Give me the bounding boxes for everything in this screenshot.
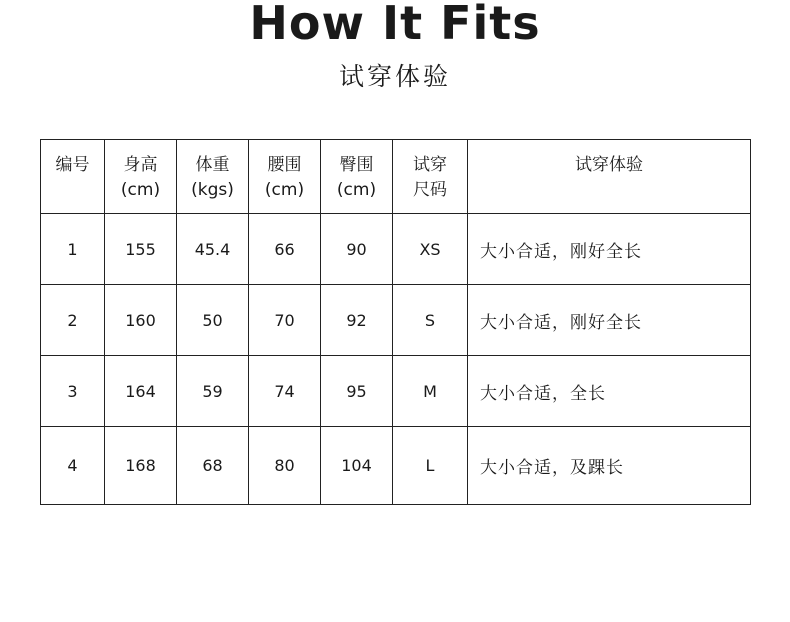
cell-feedback: 大小合适，全长: [468, 356, 751, 427]
column-header-label: 试穿: [413, 155, 447, 175]
column-header-label: 体重: [195, 155, 230, 175]
cell-height: 168: [105, 427, 177, 505]
column-header-number: [41, 140, 105, 214]
cell-waist: 70: [249, 285, 321, 356]
column-header-weight: [177, 140, 249, 214]
column-header-size: [393, 140, 468, 214]
cell-weight: 50: [177, 285, 249, 356]
cell-hip: 92: [321, 285, 393, 356]
cell-weight: 45.4: [177, 214, 249, 285]
cell-waist: 66: [249, 214, 321, 285]
cell-height: 155: [105, 214, 177, 285]
cell-hip: 104: [321, 427, 393, 505]
cell-feedback: 大小合适，刚好全长: [468, 285, 751, 356]
column-header-unit: (kgs): [191, 180, 234, 200]
cell-number: 4: [41, 427, 105, 505]
cell-hip: 90: [321, 214, 393, 285]
column-header-label: 腰围: [267, 155, 302, 175]
cell-size: XS: [393, 214, 468, 285]
fit-table: [40, 139, 751, 505]
column-header-label: 臀围: [339, 155, 374, 175]
page-title: How It Fits: [249, 0, 541, 50]
page-subtitle: 试穿体验: [338, 62, 451, 91]
table-row: [41, 356, 751, 427]
cell-feedback: 大小合适，刚好全长: [468, 214, 751, 285]
column-header-unit: (cm): [336, 180, 377, 200]
column-header-hip: [321, 140, 393, 214]
cell-height: 164: [105, 356, 177, 427]
cell-weight: 68: [177, 427, 249, 505]
column-header-unit: (cm): [120, 180, 161, 200]
column-header-unit: (cm): [264, 180, 305, 200]
cell-feedback: 大小合适，及踝长: [468, 427, 751, 505]
cell-height: 160: [105, 285, 177, 356]
column-header-feedback: [468, 140, 751, 214]
column-header-label: 编号: [55, 155, 90, 175]
cell-waist: 74: [249, 356, 321, 427]
table-row: [41, 214, 751, 285]
cell-number: 1: [41, 214, 105, 285]
table-row: [41, 427, 751, 505]
column-header-waist: [249, 140, 321, 214]
cell-weight: 59: [177, 356, 249, 427]
cell-number: 3: [41, 356, 105, 427]
cell-waist: 80: [249, 427, 321, 505]
table-row: [41, 285, 751, 356]
cell-size: L: [393, 427, 468, 505]
column-header-label: 试穿体验: [575, 155, 643, 175]
table-header-row: [41, 140, 751, 214]
column-header-label-line2: 尺码: [413, 180, 447, 200]
cell-size: M: [393, 356, 468, 427]
column-header-label: 身高: [123, 155, 158, 175]
cell-size: S: [393, 285, 468, 356]
column-header-height: [105, 140, 177, 214]
cell-number: 2: [41, 285, 105, 356]
cell-hip: 95: [321, 356, 393, 427]
